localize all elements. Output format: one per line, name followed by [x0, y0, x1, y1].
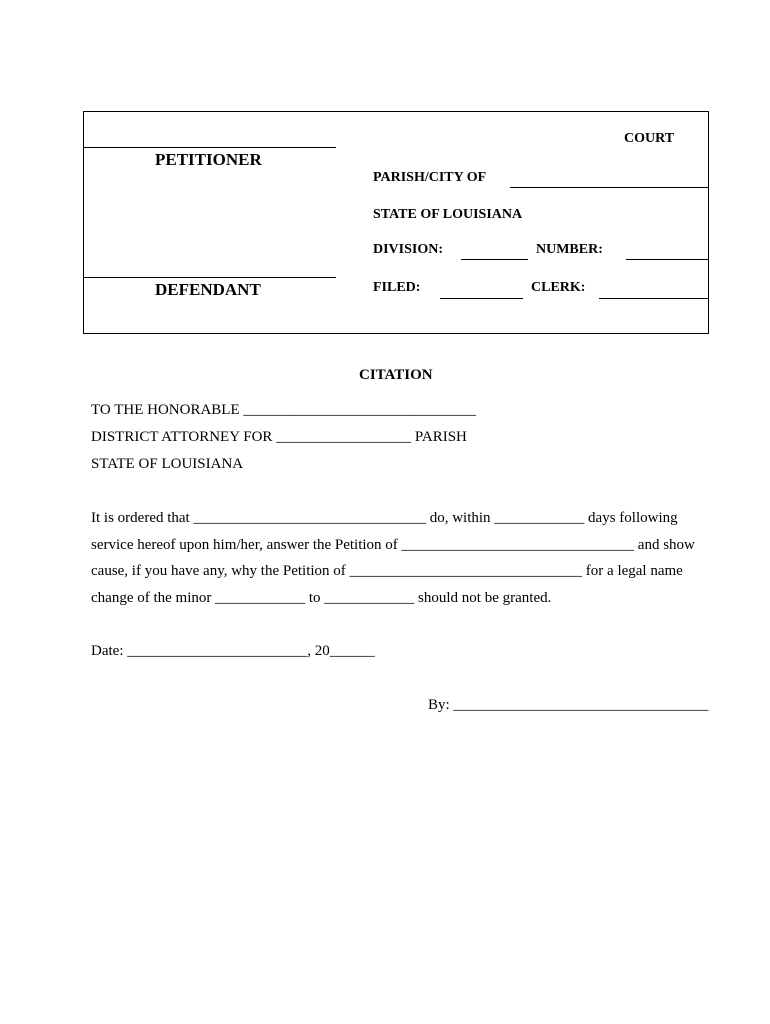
- parish-label: PARISH/CITY OF: [373, 170, 487, 185]
- filed-label: FILED:: [373, 280, 421, 295]
- address-line-honorable[interactable]: TO THE HONORABLE _______________________________: [91, 402, 476, 418]
- address-line-district-attorney[interactable]: DISTRICT ATTORNEY FOR __________________ PARISH: [91, 429, 467, 445]
- clerk-label: CLERK:: [531, 280, 586, 295]
- order-line-4[interactable]: change of the minor ____________ to ____________ should not be granted.: [91, 590, 552, 606]
- date-line[interactable]: Date: ________________________, 20______: [91, 643, 375, 659]
- division-field-line[interactable]: [461, 259, 528, 260]
- defendant-name-line[interactable]: [84, 277, 336, 278]
- address-line-state: STATE OF LOUISIANA: [91, 456, 244, 472]
- court-label: COURT: [624, 131, 675, 146]
- order-line-2[interactable]: service hereof upon him/her, answer the Petition of _______________________________ and show: [91, 537, 695, 553]
- division-label: DIVISION:: [373, 242, 444, 257]
- order-line-3[interactable]: cause, if you have any, why the Petition of _______________________________ for a legal name: [91, 563, 683, 579]
- filed-field-line[interactable]: [440, 298, 523, 299]
- petitioner-name-line[interactable]: [84, 147, 336, 148]
- petitioner-label: PETITIONER: [155, 150, 262, 169]
- order-line-1[interactable]: It is ordered that _______________________________ do, within ____________ days following: [91, 510, 678, 526]
- defendant-label: DEFENDANT: [155, 280, 261, 299]
- parish-field-line[interactable]: [510, 187, 709, 188]
- clerk-field-line[interactable]: [599, 298, 709, 299]
- document-title: CITATION: [359, 367, 433, 383]
- number-field-line[interactable]: [626, 259, 709, 260]
- state-label: STATE OF LOUISIANA: [373, 207, 523, 222]
- number-label: NUMBER:: [536, 242, 603, 257]
- signature-by-line[interactable]: By: __________________________________: [428, 697, 709, 713]
